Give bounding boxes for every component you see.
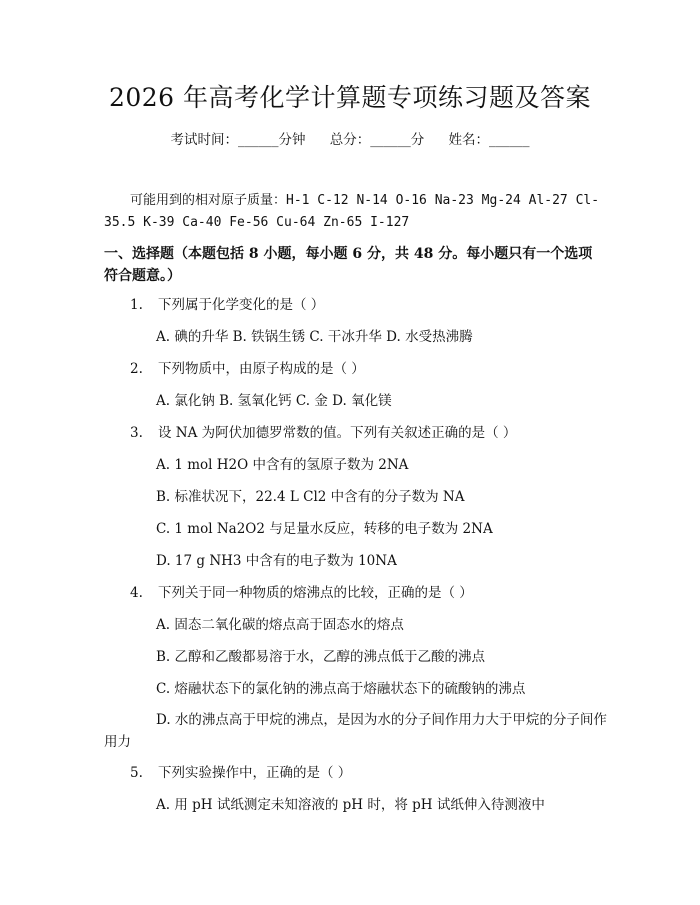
question-3-option-d: D. 17 g NH3 中含有的电子数为 10NA [156, 553, 397, 569]
exam-meta [0, 130, 700, 150]
question-5 [130, 763, 351, 783]
exam-time-field: 考试时间：______分钟 [170, 132, 306, 148]
question-text: 下列实验操作中，正确的是（ ） [158, 765, 352, 781]
question-number: 4. [130, 585, 143, 601]
question-2-options: A. 氯化钠 B. 氢氧化钙 C. 金 D. 氧化镁 [156, 393, 392, 409]
question-4-option-c: C. 熔融状态下的氯化钠的沸点高于熔融状态下的硫酸钠的沸点 [156, 681, 526, 697]
question-text: 下列关于同一种物质的熔沸点的比较，正确的是（ ） [158, 585, 473, 601]
question-1 [130, 295, 324, 315]
question-3-option-c: C. 1 mol Na2O2 与足量水反应，转移的电子数为 2NA [156, 521, 493, 537]
question-number: 2. [130, 361, 143, 377]
question-number: 3. [130, 425, 143, 441]
question-number: 5. [130, 765, 143, 781]
question-2 [130, 359, 365, 379]
question-1-options: A. 碘的升华 B. 铁锅生锈 C. 干冰升华 D. 水受热沸腾 [156, 329, 473, 345]
question-4-option-a: A. 固态二氧化碳的熔点高于固态水的熔点 [156, 617, 404, 633]
student-name-field: 姓名：______ [448, 132, 530, 148]
question-text: 下列属于化学变化的是（ ） [158, 297, 325, 313]
question-5-option-a: A. 用 pH 试纸测定未知溶液的 pH 时，将 pH 试纸伸入待测液中 [156, 797, 545, 813]
page-title: 2026 年高考化学计算题专项练习题及答案 [108, 83, 592, 112]
question-text: 下列物质中，由原子构成的是（ ） [158, 361, 365, 377]
question-3-option-b: B. 标准状况下，22.4 L Cl2 中含有的分子数为 NA [156, 489, 465, 505]
question-4 [130, 583, 473, 603]
question-4-option-d: D. 水的沸点高于甲烷的沸点，是因为水的分子间作用力大于甲烷的分子间作用力 [104, 712, 607, 750]
question-text: 设 NA 为阿伏加德罗常数的值。下列有关叙述正确的是（ ） [158, 425, 517, 441]
question-3-option-a: A. 1 mol H2O 中含有的氢原子数为 2NA [156, 457, 409, 473]
question-3 [130, 423, 516, 443]
section-heading: 一、选择题（本题包括 8 小题，每小题 6 分，共 48 分。每小题只有一个选项符合题意。） [104, 246, 593, 284]
atomic-masses-note: 可能用到的相对原子质量：H-1 C-12 N-14 O-16 Na-23 Mg-24 Al-27 Cl-35.5 K-39 Ca-40 Fe-56 Cu-64 Zn-65 I-127 [104, 193, 600, 230]
total-score-field: 总分：______分 [329, 132, 425, 148]
question-4-option-b: B. 乙醇和乙酸都易溶于水，乙醇的沸点低于乙酸的沸点 [156, 649, 486, 665]
question-number: 1. [130, 297, 143, 313]
